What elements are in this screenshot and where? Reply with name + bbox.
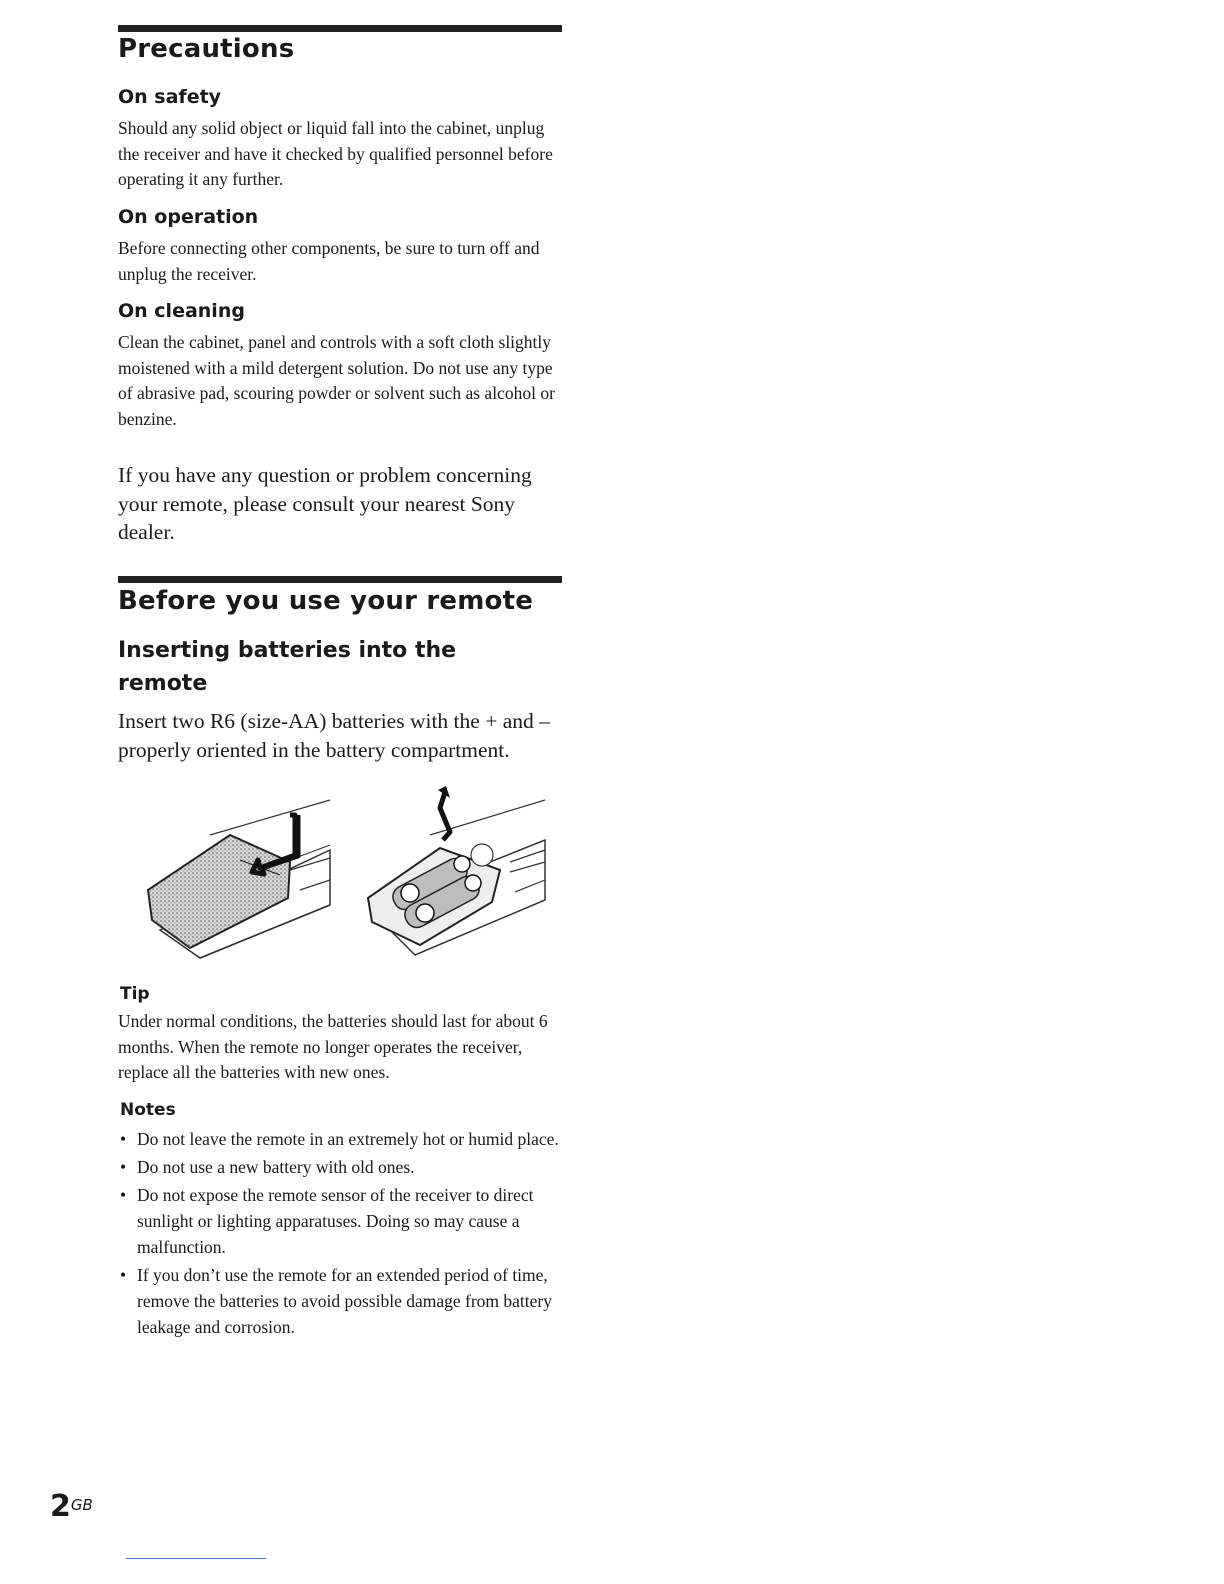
remote-title: Before you use your remote xyxy=(118,586,534,616)
notes-list xyxy=(120,1126,564,1342)
tip-heading: Tip xyxy=(120,984,150,1004)
page-number xyxy=(50,1490,93,1524)
page-number-value: 2 xyxy=(50,1489,71,1524)
footer-line xyxy=(126,1558,266,1559)
section-rule xyxy=(118,25,562,32)
section-rule xyxy=(118,576,562,583)
cleaning-heading: On cleaning xyxy=(118,300,245,322)
batteries-intro: Insert two R6 (size-AA) batteries with the + and – properly oriented in the battery compartment. xyxy=(118,709,550,762)
note-item: • Do not expose the remote sensor of the receiver to direct sunlight or lighting apparatuses. Doing so may cause a malfunction. xyxy=(120,1182,564,1260)
safety-text: Should any solid object or liquid fall into the cabinet, unplug the receiver and have it checked by qualified personnel before operating it any further. xyxy=(118,118,553,189)
cleaning-text: Clean the cabinet, panel and controls with a soft cloth slightly moistened with a mild detergent solution. Do not use any type of abrasive pad, scouring powder or solvent such as alcohol or benzine. xyxy=(118,332,555,429)
arrow-remove-lid-icon xyxy=(440,792,450,840)
remote-open-compartment-illustration xyxy=(368,800,545,955)
tip-text: Under normal conditions, the batteries should last for about 6 months. When the remote no longer operates the receiver, replace all the batteries with new ones. xyxy=(118,1011,548,1082)
page-suffix: GB xyxy=(70,1496,93,1514)
safety-heading: On safety xyxy=(118,86,222,108)
arrow-down-icon xyxy=(252,815,298,874)
contact-text: If you have any question or problem concerning your remote, please consult your nearest Sony dealer. xyxy=(118,463,532,544)
note-item: • Do not leave the remote in an extremely hot or humid place. xyxy=(120,1126,564,1152)
remote-with-lid-illustration xyxy=(148,800,330,958)
operation-text: Before connecting other components, be sure to turn off and unplug the receiver. xyxy=(118,238,540,284)
note-item: • If you don’t use the remote for an extended period of time, remove the batteries to avoid possible damage from battery leakage and corrosion. xyxy=(120,1262,564,1340)
precautions-title: Precautions xyxy=(118,34,295,64)
notes-heading: Notes xyxy=(120,1100,176,1120)
operation-heading: On operation xyxy=(118,206,259,228)
battery-insertion-illustration xyxy=(140,780,560,960)
batteries-subheading: Inserting batteries into the remote xyxy=(118,638,457,696)
note-item: • Do not use a new battery with old ones. xyxy=(120,1154,564,1180)
